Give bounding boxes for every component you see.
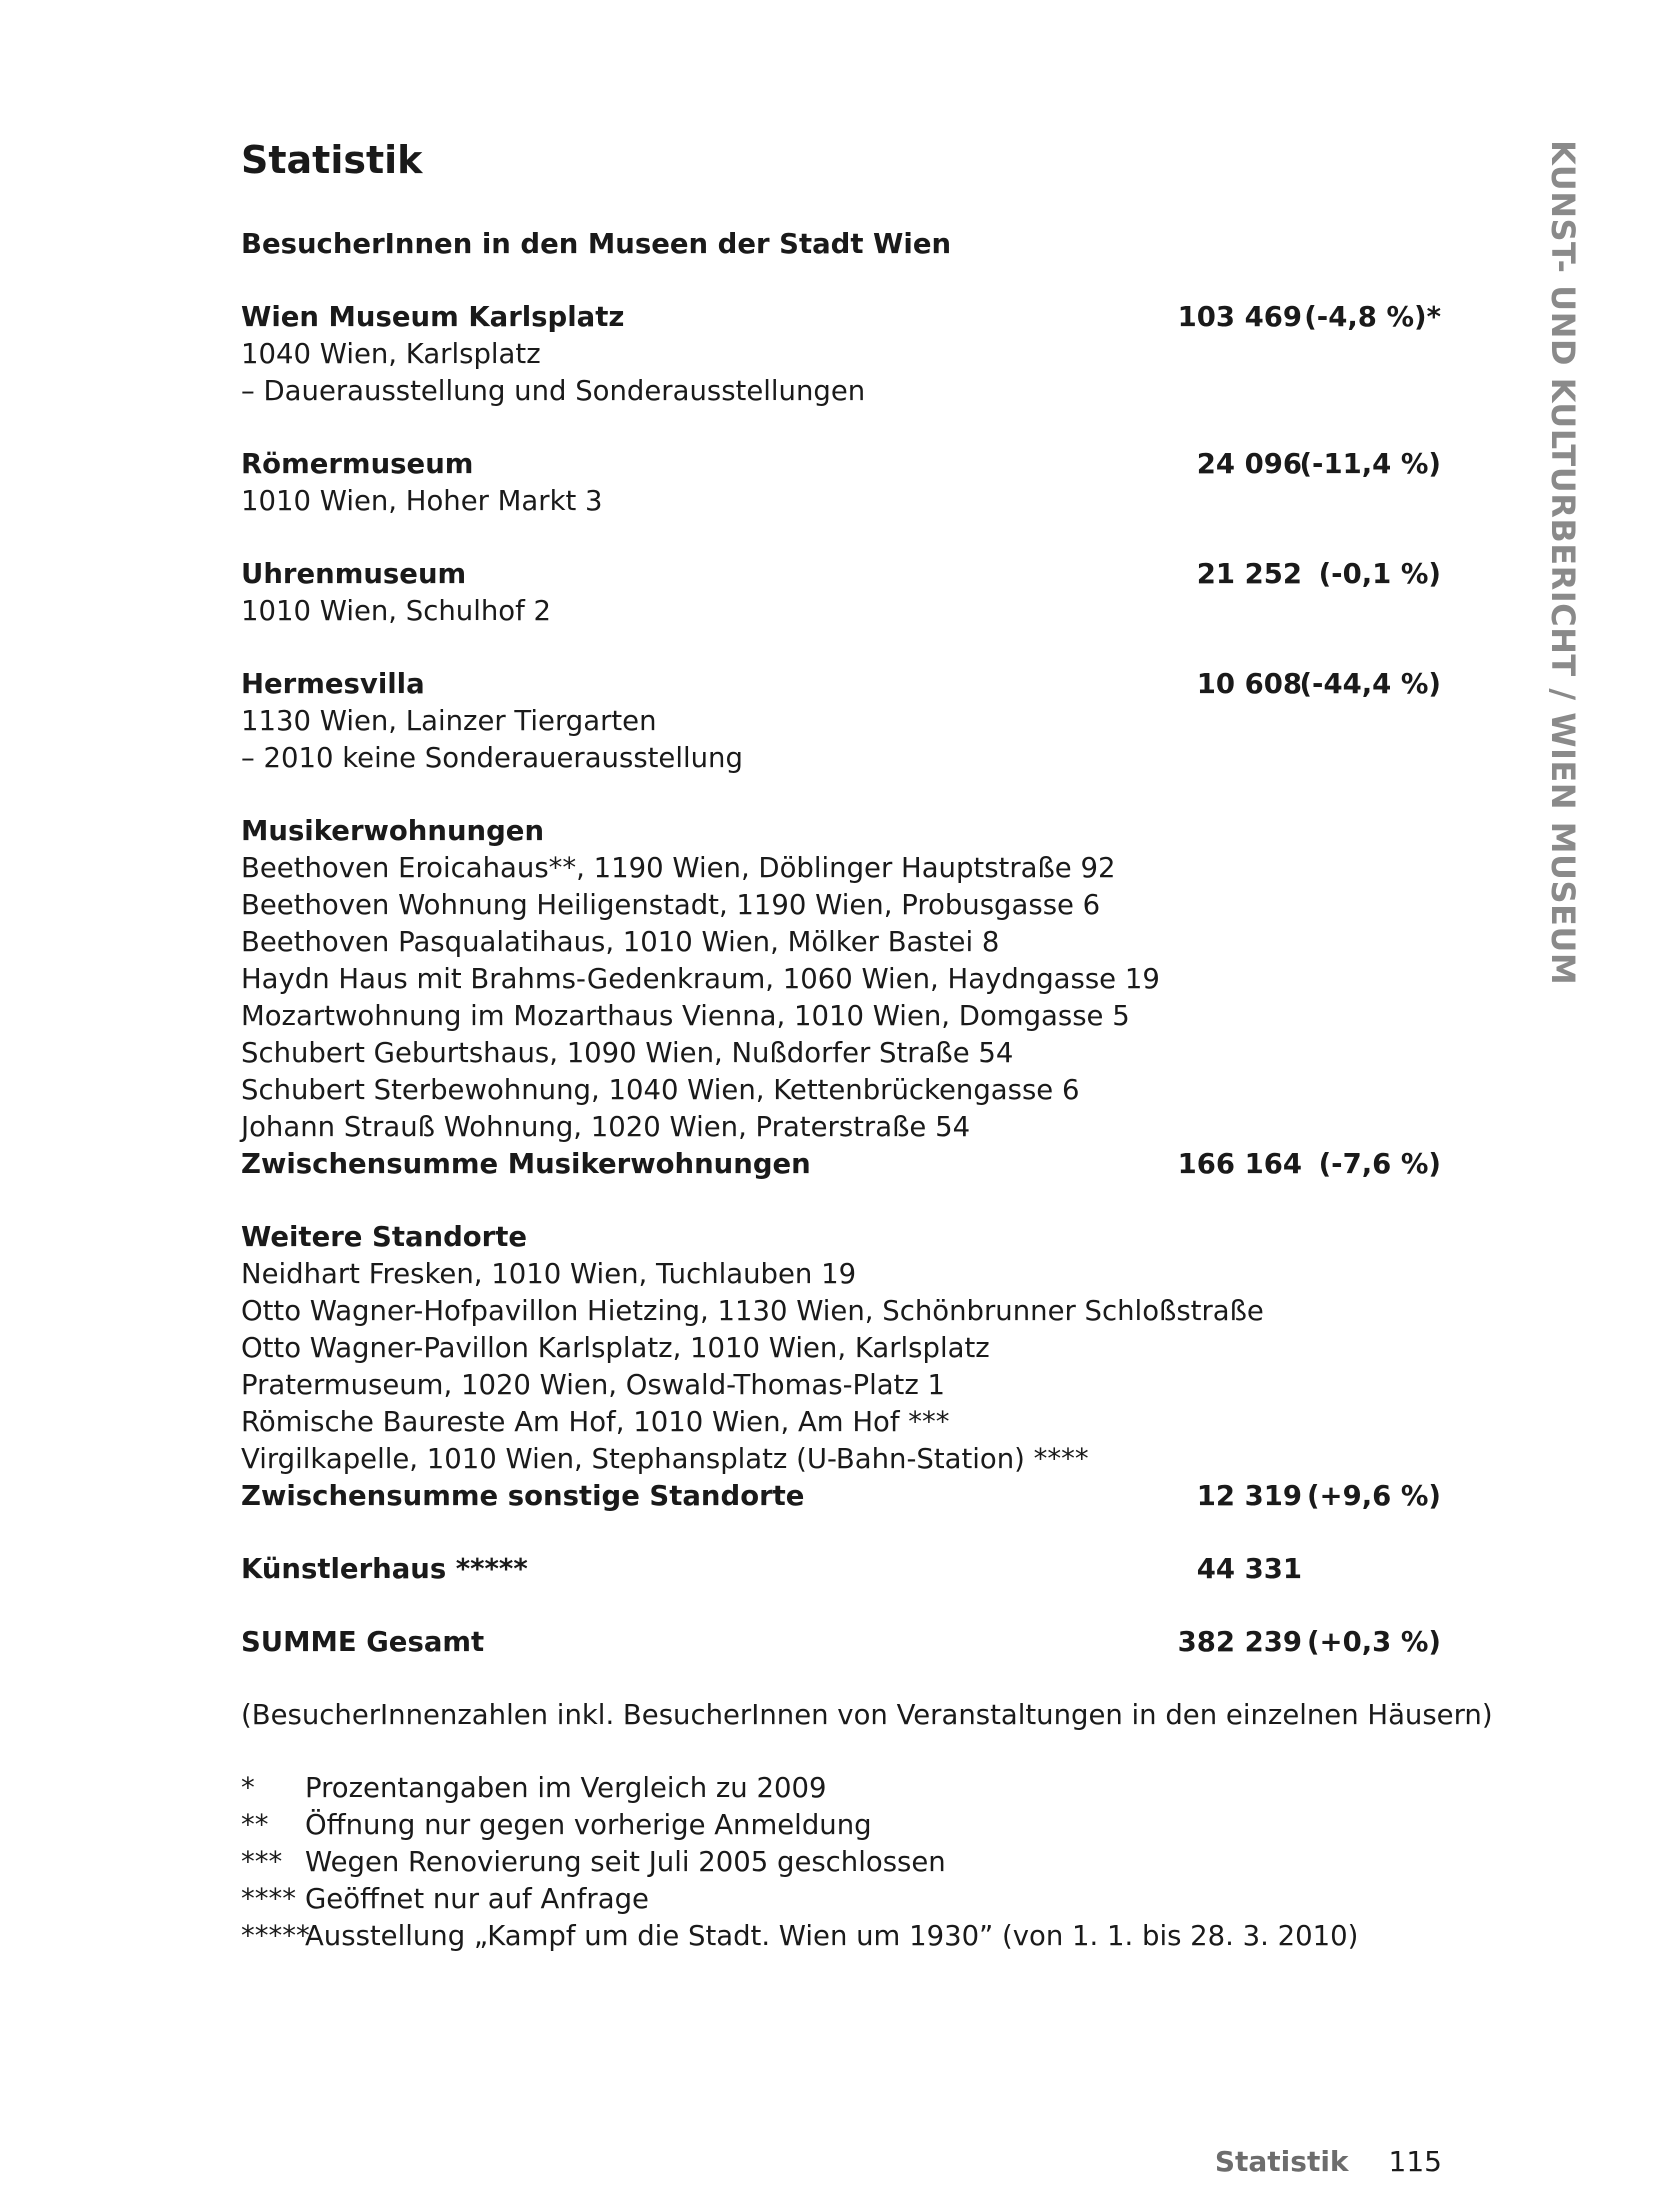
list-item: Neidhart Fresken, 1010 Wien, Tuchlauben 19 (241, 1258, 857, 1290)
footnote (241, 1807, 1441, 1844)
change-percent: (-11,4 %) (1299, 448, 1441, 480)
museum-name: Uhrenmuseum (241, 558, 467, 590)
list-item: Schubert Sterbewohnung, 1040 Wien, Kettenbrückengasse 6 (241, 1074, 1080, 1106)
list-item: Otto Wagner-Hofpavillon Hietzing, 1130 Wien, Schönbrunner Schloßstraße (241, 1295, 1264, 1327)
list-item: Johann Strauß Wohnung, 1020 Wien, Praterstraße 54 (241, 1111, 971, 1143)
museum-address: 1040 Wien, Karlsplatz (241, 338, 541, 370)
kuenstlerhaus-row (241, 1551, 1441, 1588)
subtotal-label: Zwischensumme Musikerwohnungen (241, 1148, 811, 1180)
list-item: Pratermuseum, 1020 Wien, Oswald-Thomas-Platz 1 (241, 1369, 946, 1401)
footnote-text: Ausstellung „Kampf um die Stadt. Wien um 1930” (von 1. 1. bis 28. 3. 2010) (305, 1920, 1359, 1952)
museum-row (241, 666, 1441, 703)
museum-note: – 2010 keine Sonderauerausstellung (241, 742, 743, 774)
list-item: Beethoven Pasqualatihaus, 1010 Wien, Mölker Bastei 8 (241, 926, 1000, 958)
visitor-count: 24 096 (1196, 448, 1302, 480)
page-footer (1215, 2142, 1442, 2182)
total-label: SUMME Gesamt (241, 1626, 485, 1658)
footnote (241, 1881, 1441, 1918)
visitor-count: 166 164 (1177, 1148, 1302, 1180)
footnote-mark: * (241, 1772, 255, 1804)
visitor-count: 103 469 (1177, 301, 1302, 333)
visitor-count: 21 252 (1196, 558, 1302, 590)
page-number: 115 (1388, 2145, 1442, 2178)
footnote-text: Prozentangaben im Vergleich zu 2009 (305, 1772, 827, 1804)
footer-section-label: Statistik (1214, 2145, 1349, 2178)
list-item: Mozartwohnung im Mozarthaus Vienna, 1010 Wien, Domgasse 5 (241, 1000, 1130, 1032)
change-percent: (-4,8 %)* (1304, 301, 1441, 333)
list-item: Otto Wagner-Pavillon Karlsplatz, 1010 Wien, Karlsplatz (241, 1332, 990, 1364)
footnote-mark: **** (241, 1883, 296, 1915)
change-percent: (-44,4 %) (1299, 668, 1441, 700)
list-item: Virgilkapelle, 1010 Wien, Stephansplatz (U-Bahn-Station) **** (241, 1443, 1089, 1475)
list-item: Schubert Geburtshaus, 1090 Wien, Nußdorfer Straße 54 (241, 1037, 1014, 1069)
change-percent: (-7,6 %) (1318, 1148, 1441, 1180)
group-heading: Weitere Standorte (241, 1221, 528, 1253)
visitor-count: 10 608 (1196, 668, 1302, 700)
museum-address: 1130 Wien, Lainzer Tiergarten (241, 705, 657, 737)
section-subtitle: BesucherInnen in den Museen der Stadt Wien (241, 228, 952, 260)
museum-address: 1010 Wien, Schulhof 2 (241, 595, 552, 627)
list-item: Beethoven Wohnung Heiligenstadt, 1190 Wien, Probusgasse 6 (241, 889, 1101, 921)
visitor-count: 44 331 (1196, 1553, 1302, 1585)
museum-note: – Dauerausstellung und Sonderausstellungen (241, 375, 866, 407)
total-row (241, 1624, 1441, 1661)
visitor-count: 12 319 (1196, 1480, 1302, 1512)
footnote (241, 1918, 1441, 1955)
museum-name: Römermuseum (241, 448, 474, 480)
list-item: Römische Baureste Am Hof, 1010 Wien, Am Hof *** (241, 1406, 950, 1438)
group-heading: Musikerwohnungen (241, 815, 545, 847)
list-item: Haydn Haus mit Brahms-Gedenkraum, 1060 Wien, Haydngasse 19 (241, 963, 1160, 995)
museum-row (241, 299, 1441, 336)
subtotal-label: Zwischensumme sonstige Standorte (241, 1480, 805, 1512)
footnote (241, 1770, 1441, 1807)
note: (BesucherInnenzahlen inkl. BesucherInnen von Veranstaltungen in den einzelnen Häusern) (241, 1699, 1493, 1731)
change-percent: (+0,3 %) (1306, 1626, 1441, 1658)
page-title: Statistik (241, 138, 423, 182)
change-percent: (-0,1 %) (1318, 558, 1441, 590)
museum-name: Wien Museum Karlsplatz (241, 301, 625, 333)
statistics-table (241, 226, 1493, 1955)
subtotal-row (241, 1478, 1441, 1515)
footnote-text: Wegen Renovierung seit Juli 2005 geschlossen (305, 1846, 946, 1878)
footnote-mark: ***** (241, 1920, 310, 1952)
side-running-header: KUNST- UND KULTURBERICHT / WIEN MUSEUM (1544, 140, 1582, 986)
museum-name: Hermesvilla (241, 668, 425, 700)
footnote-text: Geöffnet nur auf Anfrage (305, 1883, 649, 1915)
museum-address: 1010 Wien, Hoher Markt 3 (241, 485, 603, 517)
list-item: Beethoven Eroicahaus**, 1190 Wien, Döblinger Hauptstraße 92 (241, 852, 1116, 884)
footnote-mark: *** (241, 1846, 283, 1878)
change-percent: (+9,6 %) (1306, 1480, 1441, 1512)
subtotal-row (241, 1146, 1441, 1183)
museum-name: Künstlerhaus ***** (241, 1553, 528, 1585)
footnote-mark: ** (241, 1809, 269, 1841)
total-count: 382 239 (1177, 1626, 1302, 1658)
footnote (241, 1844, 1441, 1881)
museum-row (241, 556, 1441, 593)
museum-row (241, 446, 1441, 483)
footnote-text: Öffnung nur gegen vorherige Anmeldung (305, 1809, 872, 1841)
